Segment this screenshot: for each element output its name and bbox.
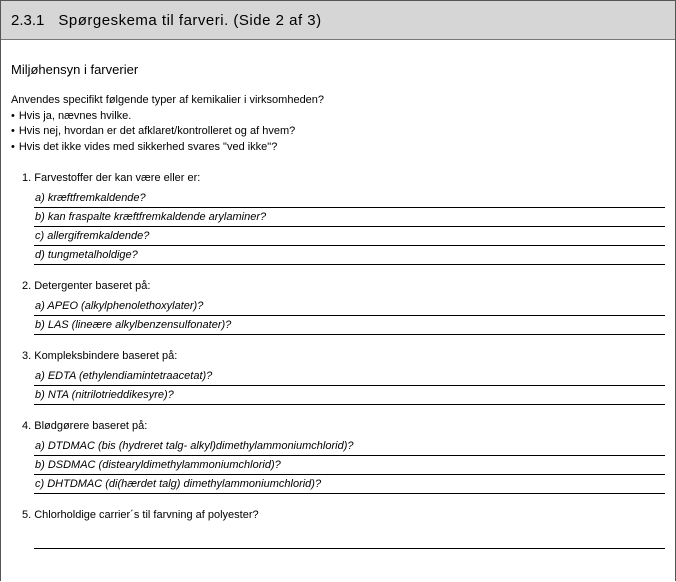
intro-bullet: • Hvis nej, hvordan er det afklaret/kontrolleret og af hvem?	[11, 124, 665, 140]
section-title: Miljøhensyn i farverier	[11, 62, 139, 77]
question-title: 4. Blødgørere baseret på:	[22, 420, 148, 432]
question-title: 1. Farvestoffer der kan være eller er:	[22, 172, 201, 184]
question-4	[22, 420, 665, 494]
intro-question: Anvendes specifikt følgende typer af kemikalier i virksomheden?	[11, 94, 325, 106]
answer-line[interactable]: b) LAS (lineære alkylbenzensulfonater)?	[34, 316, 665, 335]
page-content	[1, 62, 675, 549]
page-header	[1, 1, 675, 40]
question-5	[22, 509, 665, 549]
answer-line[interactable]: b) kan fraspalte kræftfremkaldende arylaminer?	[34, 208, 665, 227]
question-title: 5. Chlorholdige carrier´s til farvning af polyester?	[22, 509, 259, 521]
answer-line[interactable]: a) kræftfremkaldende?	[34, 189, 665, 208]
answer-line[interactable]: b) DSDMAC (distearyldimethylammoniumchlorid)?	[34, 456, 665, 475]
answer-line[interactable]: d) tungmetalholdige?	[34, 246, 665, 265]
intro-bullet: • Hvis ja, nævnes hvilke.	[11, 109, 665, 125]
page-title: Spørgeskema til farveri. (Side 2 af 3)	[58, 11, 322, 29]
question-3	[22, 350, 665, 405]
answer-line[interactable]: c) DHTDMAC (di(hærdet talg) dimethylammoniumchlorid)?	[34, 475, 665, 494]
intro-bullet: • Hvis det ikke vides med sikkerhed svares "ved ikke"?	[11, 140, 665, 156]
question-2	[22, 280, 665, 335]
answer-line[interactable]: b) NTA (nitrilotrieddikesyre)?	[34, 386, 665, 405]
answer-line[interactable]: a) APEO (alkylphenolethoxylater)?	[34, 297, 665, 316]
question-title: 2. Detergenter baseret på:	[22, 280, 151, 292]
answer-line[interactable]: a) DTDMAC (bis (hydreret talg- alkyl)dimethylammoniumchlorid)?	[34, 437, 665, 456]
question-title: 3. Kompleksbindere baseret på:	[22, 350, 178, 362]
intro-block	[11, 93, 665, 155]
section-number: 2.3.1	[11, 11, 45, 29]
answer-line[interactable]: c) allergifremkaldende?	[34, 227, 665, 246]
answer-line[interactable]: a) EDTA (ethylendiamintetraacetat)?	[34, 367, 665, 386]
question-1	[22, 172, 665, 265]
answer-line-blank[interactable]	[34, 526, 665, 549]
